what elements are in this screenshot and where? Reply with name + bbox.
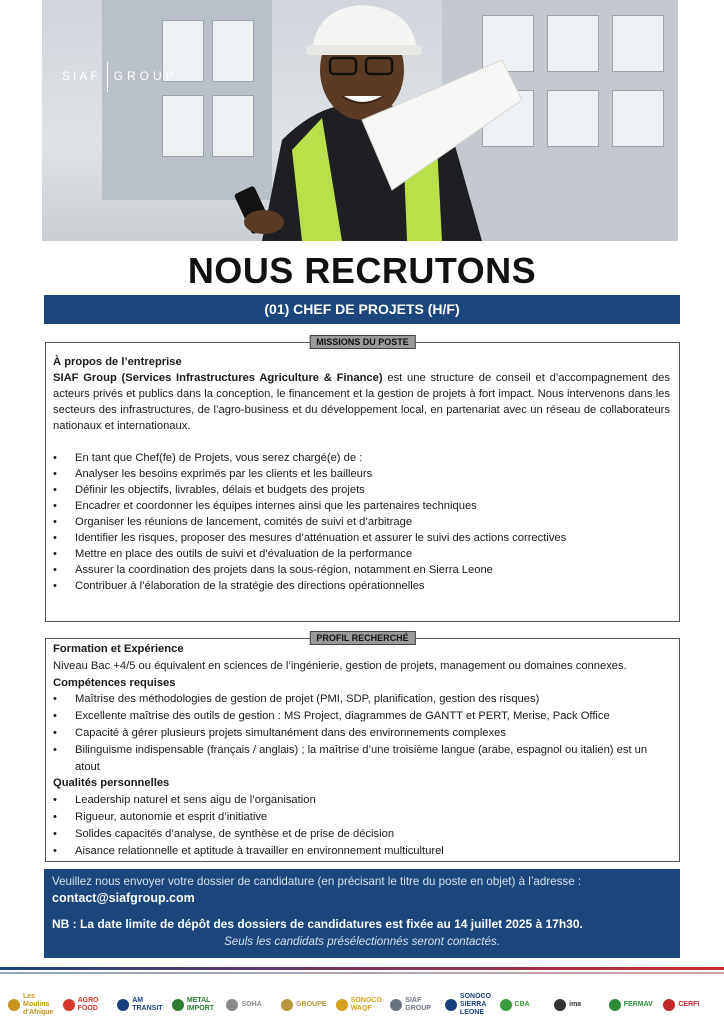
partner-logo: FERMAV <box>609 990 660 1020</box>
qualities-heading: Qualités personnelles <box>53 777 170 790</box>
worker-illustration <box>202 0 522 241</box>
partner-logos <box>8 990 718 1020</box>
brand-left: SIAF <box>62 69 101 84</box>
partner-logo: AGRO FOOD <box>63 990 114 1020</box>
partner-logo: CBA <box>500 990 551 1020</box>
formation-heading: Formation et Expérience <box>53 643 184 655</box>
partner-logo: GROUPE <box>281 990 332 1020</box>
deadline-text: NB : La date limite de dépôt des dossiers de candidatures est fixée au 14 juillet 2025 à 17h30. <box>52 917 583 931</box>
partner-logo: CERFI <box>663 990 714 1020</box>
list-item: • Aisance relationnelle et aptitude à travailler en environnement multiculturel <box>53 843 670 860</box>
list-item: • Excellente maîtrise des outils de gestion : MS Project, diagrammes de GANTT et PERT, Merise, Pack Office <box>53 708 670 725</box>
divider-stripe-thin <box>0 972 724 974</box>
missions-tag: MISSIONS DU POSTE <box>309 335 416 349</box>
list-item: • Capacité à gérer plusieurs projets simultanément dans des environnements complexes <box>53 725 670 742</box>
hero-photo <box>42 0 678 241</box>
partner-logo: SIAF GROUP <box>390 990 441 1020</box>
application-instructions: Veuillez nous envoyer votre dossier de candidature (en précisant le titre du poste en objet) à l’adresse : <box>52 875 582 888</box>
list-item: • Encadrer et coordonner les équipes internes ainsi que les partenaires techniques <box>53 498 670 514</box>
formation-text: Niveau Bac +4/5 ou équivalent en sciences de l’ingénierie, gestion de projets, management ou domaines connexes. <box>53 659 627 672</box>
application-box <box>44 869 680 958</box>
brand-right: GROUP <box>113 69 178 84</box>
list-item: • Identifier les risques, proposer des mesures d’atténuation et assurer le suivi des actions correctives <box>53 530 670 546</box>
qualities-list <box>53 792 670 859</box>
list-item: • Définir les objectifs, livrables, délais et budgets des projets <box>53 482 670 498</box>
selection-note: Seuls les candidats présélectionnés seront contactés. <box>224 935 500 948</box>
missions-section <box>45 337 680 622</box>
partner-logo: AM TRANSIT <box>117 990 168 1020</box>
profile-section <box>45 633 680 862</box>
partner-logo: SOHA <box>226 990 277 1020</box>
about-paragraph: SIAF Group (Services Infrastructures Agriculture & Finance) est une structure de conseil et d’accompagnement des acteurs privés et publics dans la conception, le financement et la gestion de projets à fort impact. Nous intervenons dans les secteurs des infrastructures, de l’agro-business et du développement local, en partenariat avec un réseau de collaborateurs nationaux et internationaux. <box>53 372 670 432</box>
skills-list <box>53 691 670 775</box>
list-item: • Organiser les réunions de lancement, comités de suivi et d’arbitrage <box>53 514 670 530</box>
list-item: • En tant que Chef(fe) de Projets, vous serez chargé(e) de : <box>53 450 670 466</box>
list-item: • Leadership naturel et sens aigu de l’organisation <box>53 792 670 809</box>
about-heading: À propos de l’entreprise <box>53 356 182 368</box>
contact-email-link[interactable]: contact@siafgroup.com <box>52 891 195 905</box>
partner-logo: METAL IMPORT <box>172 990 223 1020</box>
list-item: • Analyser les besoins exprimés par les clients et les bailleurs <box>53 466 670 482</box>
page-title: NOUS RECRUTONS <box>187 250 537 291</box>
siaf-logo <box>62 62 178 92</box>
partner-logo: Les Moulins d'Afrique <box>8 990 59 1020</box>
partner-logo: ima <box>554 990 605 1020</box>
list-item: • Rigueur, autonomie et esprit d’initiative <box>53 809 670 826</box>
divider-stripe <box>0 967 724 970</box>
list-item: • Solides capacités d’analyse, de synthèse et de prise de décision <box>53 826 670 843</box>
list-item: • Mettre en place des outils de suivi et d’évaluation de la performance <box>53 546 670 562</box>
list-item: • Bilinguisme indispensable (français / anglais) ; la maîtrise d’une troisième langue (arabe, espagnol ou italien) est un atout <box>53 742 670 776</box>
skills-heading: Compétences requises <box>53 676 176 689</box>
list-item: • Maîtrise des méthodologies de gestion de projet (PMI, SDP, planification, gestion des risques) <box>53 691 670 708</box>
job-title-bar: (01) CHEF DE PROJETS (H/F) <box>44 295 680 324</box>
partner-logo: SONOCO SIERRA LEONE <box>445 990 496 1020</box>
profile-tag: PROFIL RECHERCHÉ <box>309 631 415 645</box>
list-item: • Contribuer à l’élaboration de la stratégie des directions opérationnelles <box>53 578 670 594</box>
partner-logo: SONOCO WAQF <box>336 990 387 1020</box>
missions-list <box>53 450 670 594</box>
list-item: • Assurer la coordination des projets dans la sous-région, notamment en Sierra Leone <box>53 562 670 578</box>
